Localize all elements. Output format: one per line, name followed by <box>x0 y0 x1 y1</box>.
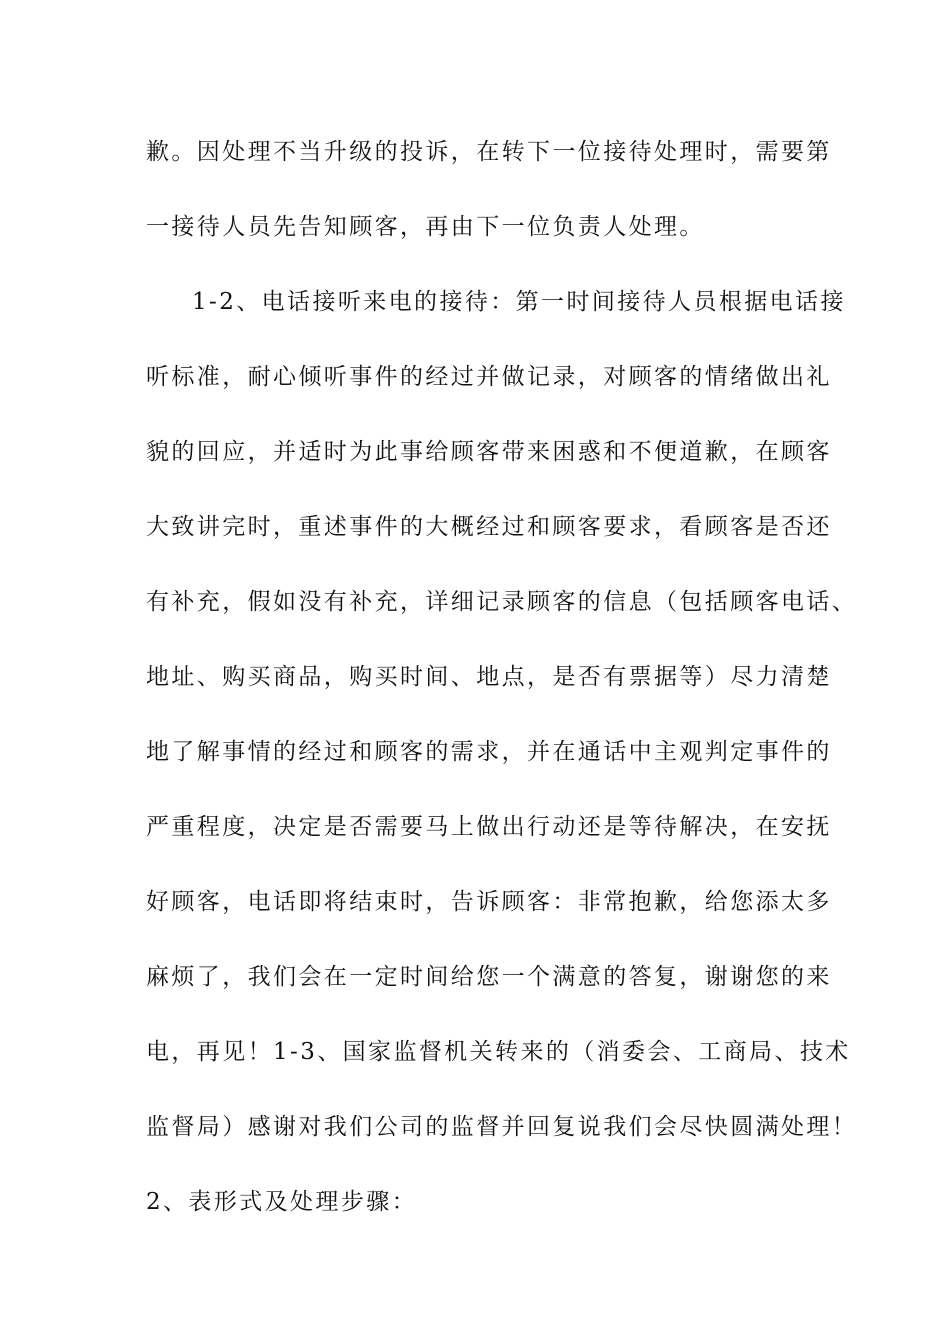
text-line-3: 1-2、电话接听来电的接待：第一时间接待人员根据电话接 <box>192 289 846 315</box>
text-line-9: 地了解事情的经过和顾客的需求，并在通话中主观判定事件的 <box>146 739 832 765</box>
text-line-8: 地址、购买商品，购买时间、地点，是否有票据等）尽力清楚 <box>146 664 832 690</box>
text-line-1: 歉。因处理不当升级的投诉，在转下一位接待处理时，需要第 <box>146 139 832 165</box>
text-line-4: 听标准，耐心倾听事件的经过并做记录，对顾客的情绪做出礼 <box>146 364 832 390</box>
text-line-12: 麻烦了，我们会在一定时间给您一个满意的答复，谢谢您的来 <box>146 964 832 990</box>
text-line-7: 有补充，假如没有补充，详细记录顾客的信息（包括顾客电话、 <box>146 589 858 615</box>
text-line-11: 好顾客，电话即将结束时，告诉顾客：非常抱歉，给您添太多 <box>146 889 832 915</box>
text-line-2: 一接待人员先告知顾客，再由下一位负责人处理。 <box>146 214 705 240</box>
text-line-6: 大致讲完时，重述事件的大概经过和顾客要求，看顾客是否还 <box>146 514 832 540</box>
text-line-13: 电，再见！1-3、国家监督机关转来的（消委会、工商局、技术 <box>146 1039 851 1065</box>
text-line-5: 貌的回应，并适时为此事给顾客带来困惑和不便道歉，在顾客 <box>146 439 832 465</box>
text-line-14: 监督局）感谢对我们公司的监督并回复说我们会尽快圆满处理！ <box>146 1114 858 1140</box>
text-line-10: 严重程度，决定是否需要马上做出行动还是等待解决，在安抚 <box>146 814 832 840</box>
text-line-15: 2、表形式及处理步骤： <box>146 1189 418 1215</box>
